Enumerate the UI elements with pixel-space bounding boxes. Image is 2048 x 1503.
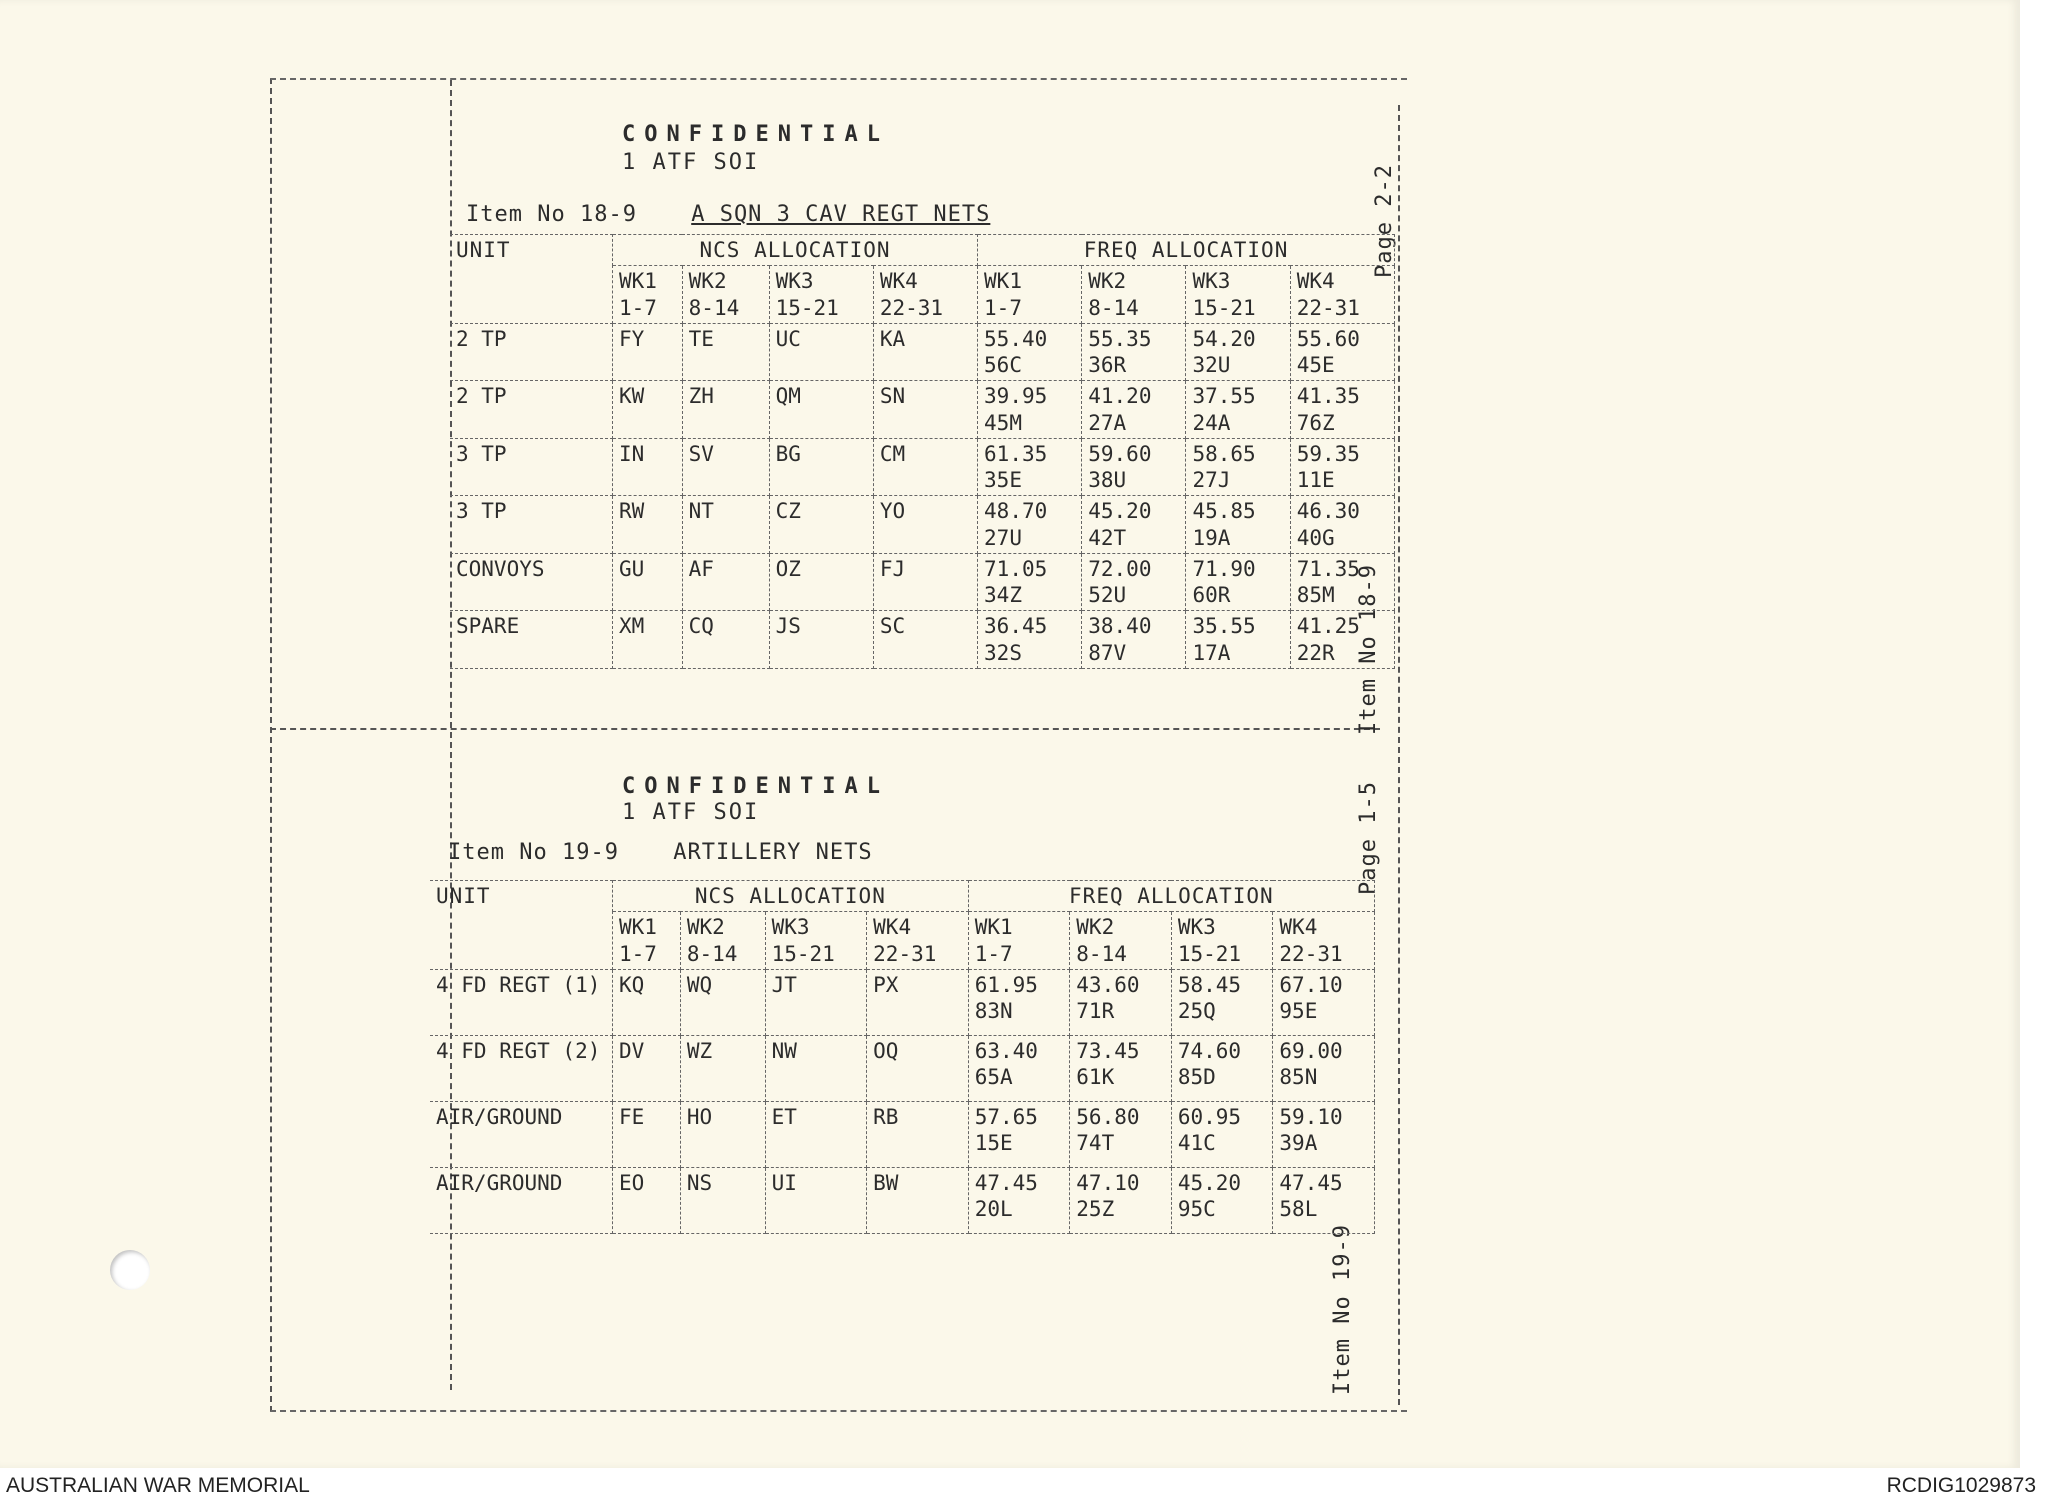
table-row xyxy=(450,611,1395,669)
callsign-suffix: 27A xyxy=(1088,410,1127,435)
frequency-value: 47.10 xyxy=(1076,1170,1140,1195)
ncs-callsign-cell: WZ xyxy=(680,1035,765,1101)
ncs-callsign-cell: JT xyxy=(765,969,867,1035)
ncs-callsign-cell: UC xyxy=(769,323,873,381)
freq-cell xyxy=(968,1167,1070,1233)
callsign-suffix: 95E xyxy=(1279,999,1318,1023)
freq-cell xyxy=(1273,1035,1375,1101)
freq-cell xyxy=(1082,323,1186,381)
freq-cell xyxy=(1290,496,1394,554)
ncs-week-header: WK2 8-14 xyxy=(682,266,769,324)
frequency-value: 36.45 xyxy=(984,614,1048,639)
right-margin-rule xyxy=(1398,105,1400,1405)
ncs-callsign-cell: UI xyxy=(765,1167,867,1233)
callsign-suffix: 60R xyxy=(1192,583,1231,607)
frequency-value: 74.60 xyxy=(1177,1038,1242,1063)
archive-credit: AUSTRALIAN WAR MEMORIAL xyxy=(6,1474,310,1497)
frequency-value: 57.65 xyxy=(974,1104,1038,1129)
callsign-suffix: 83N xyxy=(974,999,1013,1023)
freq-cell xyxy=(1070,969,1172,1035)
ncs-callsign-cell: CM xyxy=(873,438,977,496)
freq-cell xyxy=(1186,553,1290,611)
ncs-callsign-cell: BW xyxy=(867,1167,969,1233)
classification-heading: CONFIDENTIAL xyxy=(622,774,889,799)
frequency-value: 58.65 xyxy=(1192,441,1256,466)
callsign-suffix: 15E xyxy=(974,1131,1013,1155)
freq-cell xyxy=(968,1101,1070,1167)
freq-cell xyxy=(1186,381,1290,439)
frequency-value: 69.00 xyxy=(1279,1038,1343,1063)
ncs-callsign-cell: SV xyxy=(682,438,769,496)
frequency-table xyxy=(430,880,1375,1234)
ncs-callsign-cell: WQ xyxy=(680,969,765,1035)
ncs-callsign-cell: KQ xyxy=(613,969,681,1035)
frequency-value: 59.35 xyxy=(1296,441,1360,466)
callsign-suffix: 95C xyxy=(1177,1197,1216,1221)
ncs-callsign-cell: PX xyxy=(867,969,969,1035)
freq-cell xyxy=(1290,611,1394,669)
net-title: A SQN 3 CAV REGT NETS xyxy=(691,202,991,227)
freq-cell xyxy=(1290,381,1394,439)
ncs-callsign-cell: OZ xyxy=(769,553,873,611)
ncs-allocation-header: NCS ALLOCATION xyxy=(613,881,969,912)
item-title-line xyxy=(448,840,913,865)
callsign-suffix: 19A xyxy=(1192,525,1231,550)
page-label: Page 1-5 xyxy=(1356,781,1381,895)
ncs-callsign-cell: CZ xyxy=(769,496,873,554)
archive-id: RCDIG1029873 xyxy=(1886,1474,2036,1497)
freq-week-header: WK1 1-7 xyxy=(968,912,1070,970)
table-row xyxy=(430,969,1375,1035)
ncs-callsign-cell: QM xyxy=(769,381,873,439)
freq-week-header: WK2 8-14 xyxy=(1082,266,1186,324)
callsign-suffix: 22R xyxy=(1296,640,1335,665)
frequency-value: 38.40 xyxy=(1088,614,1152,639)
ncs-callsign-cell: KW xyxy=(613,381,683,439)
callsign-suffix: 87V xyxy=(1088,640,1127,665)
table-row xyxy=(450,381,1395,439)
freq-cell xyxy=(1186,611,1290,669)
frequency-value: 39.95 xyxy=(984,384,1048,409)
frequency-value: 41.25 xyxy=(1296,614,1360,639)
freq-cell xyxy=(1070,1167,1172,1233)
freq-week-header: WK4 22-31 xyxy=(1290,266,1394,324)
frequency-value: 61.95 xyxy=(974,972,1038,997)
frequency-value: 45.20 xyxy=(1088,499,1152,524)
ncs-callsign-cell: SN xyxy=(873,381,977,439)
freq-cell xyxy=(978,438,1082,496)
freq-week-header: WK1 1-7 xyxy=(978,266,1082,324)
punch-hole xyxy=(110,1250,150,1290)
frequency-value: 46.30 xyxy=(1296,499,1360,524)
unit-cell: 3 TP xyxy=(450,496,613,554)
frequency-value: 41.20 xyxy=(1088,384,1152,409)
ncs-callsign-cell: RW xyxy=(613,496,683,554)
callsign-suffix: 40G xyxy=(1296,525,1335,550)
unit-cell: 3 TP xyxy=(450,438,613,496)
item-side-label: Item No 19-9 xyxy=(1330,1224,1355,1395)
freq-cell xyxy=(1290,438,1394,496)
callsign-suffix: 20L xyxy=(974,1197,1013,1221)
unit-cell: 2 TP xyxy=(450,381,613,439)
unit-cell: SPARE xyxy=(450,611,613,669)
ncs-week-header: WK4 22-31 xyxy=(867,912,969,970)
ncs-week-header: WK2 8-14 xyxy=(680,912,765,970)
ncs-callsign-cell: CQ xyxy=(682,611,769,669)
frequency-value: 58.45 xyxy=(1177,972,1242,997)
freq-cell xyxy=(978,496,1082,554)
ncs-week-header: WK3 15-21 xyxy=(769,266,873,324)
frequency-value: 55.40 xyxy=(984,326,1048,351)
freq-cell xyxy=(1171,1035,1273,1101)
freq-cell xyxy=(1171,1167,1273,1233)
frequency-value: 45.20 xyxy=(1177,1170,1242,1195)
callsign-suffix: 39A xyxy=(1279,1131,1318,1155)
unit-cell: 4 FD REGT (1) xyxy=(430,969,613,1035)
freq-cell xyxy=(1273,1167,1375,1233)
ncs-callsign-cell: FJ xyxy=(873,553,977,611)
frequency-value: 55.60 xyxy=(1296,326,1360,351)
item-number: Item No 18-9 xyxy=(466,202,637,227)
freq-cell xyxy=(978,611,1082,669)
frequency-value: 55.35 xyxy=(1088,326,1152,351)
table-row xyxy=(430,1167,1375,1233)
table-row xyxy=(430,1035,1375,1101)
unit-cell: 2 TP xyxy=(450,323,613,381)
page-label: Page 2-2 xyxy=(1372,164,1397,278)
callsign-suffix: 41C xyxy=(1177,1131,1216,1155)
frequency-value: 60.95 xyxy=(1177,1104,1242,1129)
freq-cell xyxy=(1082,438,1186,496)
freq-cell xyxy=(1290,323,1394,381)
classification-heading: CONFIDENTIAL xyxy=(622,122,889,147)
ncs-callsign-cell: OQ xyxy=(867,1035,969,1101)
callsign-suffix: 52U xyxy=(1088,583,1127,607)
freq-allocation-header: FREQ ALLOCATION xyxy=(968,881,1374,912)
ncs-callsign-cell: DV xyxy=(613,1035,681,1101)
freq-week-header: WK3 15-21 xyxy=(1186,266,1290,324)
ncs-week-header: WK1 1-7 xyxy=(613,266,683,324)
callsign-suffix: 17A xyxy=(1192,640,1231,665)
frequency-value: 35.55 xyxy=(1192,614,1256,639)
unit-header: UNIT xyxy=(430,881,613,970)
frequency-value: 72.00 xyxy=(1088,556,1152,581)
callsign-suffix: 74T xyxy=(1076,1131,1115,1155)
frequency-value: 47.45 xyxy=(1279,1170,1343,1195)
item-title-line xyxy=(466,202,1030,227)
callsign-suffix: 42T xyxy=(1088,525,1127,550)
frequency-value: 67.10 xyxy=(1279,972,1343,997)
callsign-suffix: 85D xyxy=(1177,1065,1216,1089)
unit-cell: 4 FD REGT (2) xyxy=(430,1035,613,1101)
freq-cell xyxy=(1186,323,1290,381)
ncs-week-header: WK4 22-31 xyxy=(873,266,977,324)
freq-cell xyxy=(1290,553,1394,611)
frequency-value: 71.90 xyxy=(1192,556,1256,581)
frequency-value: 59.60 xyxy=(1088,441,1152,466)
ncs-callsign-cell: SC xyxy=(873,611,977,669)
frequency-value: 41.35 xyxy=(1296,384,1360,409)
freq-week-header: WK2 8-14 xyxy=(1070,912,1172,970)
freq-cell xyxy=(968,1035,1070,1101)
ncs-callsign-cell: ZH xyxy=(682,381,769,439)
soi-subtitle: 1 ATF SOI xyxy=(622,800,760,825)
item-side-label: Item No 18-9 xyxy=(1356,564,1381,735)
callsign-suffix: 61K xyxy=(1076,1065,1115,1089)
frequency-value: 47.45 xyxy=(974,1170,1038,1195)
ncs-week-header: WK3 15-21 xyxy=(765,912,867,970)
ncs-callsign-cell: NT xyxy=(682,496,769,554)
callsign-suffix: 71R xyxy=(1076,999,1115,1023)
callsign-suffix: 24A xyxy=(1192,410,1231,435)
callsign-suffix: 45M xyxy=(984,410,1022,435)
ncs-callsign-cell: BG xyxy=(769,438,873,496)
ncs-callsign-cell: EO xyxy=(613,1167,681,1233)
frequency-value: 54.20 xyxy=(1192,326,1256,351)
callsign-suffix: 25Q xyxy=(1177,999,1216,1023)
ncs-callsign-cell: NS xyxy=(680,1167,765,1233)
table-row xyxy=(450,438,1395,496)
callsign-suffix: 85M xyxy=(1296,583,1335,607)
callsign-suffix: 36R xyxy=(1088,353,1127,377)
freq-cell xyxy=(978,553,1082,611)
callsign-suffix: 32U xyxy=(1192,353,1231,377)
table-row xyxy=(450,553,1395,611)
ncs-callsign-cell: HO xyxy=(680,1101,765,1167)
table-row xyxy=(450,496,1395,554)
ncs-allocation-header: NCS ALLOCATION xyxy=(613,235,978,266)
freq-cell xyxy=(1273,1101,1375,1167)
freq-cell xyxy=(1082,553,1186,611)
item-number: Item No 19-9 xyxy=(448,840,619,865)
ncs-callsign-cell: FY xyxy=(613,323,683,381)
freq-cell xyxy=(968,969,1070,1035)
unit-cell: AIR/GROUND xyxy=(430,1101,613,1167)
frequency-value: 73.45 xyxy=(1076,1038,1140,1063)
callsign-suffix: 35E xyxy=(984,468,1022,492)
ncs-callsign-cell: GU xyxy=(613,553,683,611)
ncs-callsign-cell: AF xyxy=(682,553,769,611)
callsign-suffix: 11E xyxy=(1296,468,1335,492)
callsign-suffix: 27U xyxy=(984,525,1022,550)
section-divider xyxy=(270,728,1380,730)
freq-week-header: WK3 15-21 xyxy=(1171,912,1273,970)
ncs-callsign-cell: NW xyxy=(765,1035,867,1101)
freq-cell xyxy=(1070,1035,1172,1101)
freq-cell xyxy=(978,323,1082,381)
freq-cell xyxy=(1070,1101,1172,1167)
table-row xyxy=(450,323,1395,381)
freq-cell xyxy=(1273,969,1375,1035)
freq-cell xyxy=(1171,1101,1273,1167)
callsign-suffix: 32S xyxy=(984,640,1022,665)
callsign-suffix: 27J xyxy=(1192,468,1231,492)
freq-cell xyxy=(1082,496,1186,554)
ncs-week-header: WK1 1-7 xyxy=(613,912,681,970)
freq-week-header: WK4 22-31 xyxy=(1273,912,1375,970)
callsign-suffix: 56C xyxy=(984,353,1022,377)
frequency-table xyxy=(450,234,1395,669)
ncs-callsign-cell: JS xyxy=(769,611,873,669)
frequency-value: 61.35 xyxy=(984,441,1048,466)
frequency-value: 43.60 xyxy=(1076,972,1140,997)
freq-cell xyxy=(1082,611,1186,669)
ncs-callsign-cell: IN xyxy=(613,438,683,496)
callsign-suffix: 34Z xyxy=(984,583,1022,607)
frequency-value: 71.35 xyxy=(1296,556,1360,581)
ncs-callsign-cell: TE xyxy=(682,323,769,381)
ncs-callsign-cell: XM xyxy=(613,611,683,669)
callsign-suffix: 76Z xyxy=(1296,410,1335,435)
unit-cell: CONVOYS xyxy=(450,553,613,611)
frequency-value: 59.10 xyxy=(1279,1104,1343,1129)
frequency-value: 45.85 xyxy=(1192,499,1256,524)
callsign-suffix: 85N xyxy=(1279,1065,1318,1089)
unit-header: UNIT xyxy=(450,235,613,324)
freq-cell xyxy=(978,381,1082,439)
ncs-callsign-cell: KA xyxy=(873,323,977,381)
unit-cell: AIR/GROUND xyxy=(430,1167,613,1233)
callsign-suffix: 58L xyxy=(1279,1197,1318,1221)
frequency-value: 63.40 xyxy=(974,1038,1038,1063)
ncs-callsign-cell: ET xyxy=(765,1101,867,1167)
callsign-suffix: 45E xyxy=(1296,353,1335,377)
soi-subtitle: 1 ATF SOI xyxy=(622,150,760,175)
ncs-callsign-cell: RB xyxy=(867,1101,969,1167)
freq-allocation-header: FREQ ALLOCATION xyxy=(978,235,1395,266)
callsign-suffix: 25Z xyxy=(1076,1197,1115,1221)
callsign-suffix: 65A xyxy=(974,1065,1013,1089)
freq-cell xyxy=(1186,496,1290,554)
frequency-value: 37.55 xyxy=(1192,384,1256,409)
freq-cell xyxy=(1082,381,1186,439)
callsign-suffix: 38U xyxy=(1088,468,1127,492)
freq-cell xyxy=(1186,438,1290,496)
net-title: ARTILLERY NETS xyxy=(673,840,873,865)
frequency-value: 48.70 xyxy=(984,499,1048,524)
freq-cell xyxy=(1171,969,1273,1035)
table-row xyxy=(430,1101,1375,1167)
ncs-callsign-cell: FE xyxy=(613,1101,681,1167)
frequency-value: 71.05 xyxy=(984,556,1048,581)
ncs-callsign-cell: YO xyxy=(873,496,977,554)
frequency-value: 56.80 xyxy=(1076,1104,1140,1129)
